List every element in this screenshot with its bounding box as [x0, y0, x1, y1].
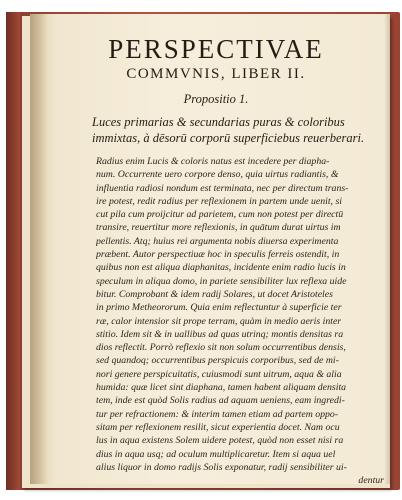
body-line: pellentis. Atq; huius rei argumenta nobis diuersa experimenta: [96, 235, 339, 247]
body-line: ire potest, redit radius per reflexionem in partem unde uenit, si: [96, 195, 342, 207]
body-line: speculum in aliqua domo, in pariete sensibiliter lux reflexa uide: [96, 275, 347, 287]
body-line: præbent. Autor perspectiuæ hoc in speculis ferreis ostendit, in: [96, 249, 340, 261]
enunciation-line: Luces primarias & secundarias puras & coloribus: [92, 115, 345, 129]
enunciation-line: immixtas, à dēsorū corporū superficiebus reuerberari.: [92, 131, 365, 145]
body-line: tur per refractionem: & interim tamen etiam ad partem oppo-: [96, 408, 339, 420]
proposition-enunciation: [92, 114, 382, 146]
proposition-heading: Propositio 1.: [183, 92, 249, 106]
body-line: quibus non est aliqua diaphanitas, incidente enim radio lucis in: [96, 262, 346, 274]
catchword: dentur: [358, 475, 384, 484]
body-line: humida: quæ licet sint diaphana, tamen habent aliquam densita: [96, 382, 347, 394]
body-line: alius liquor in domo radijs Solis exponatur, radij sensibiliter ui-: [96, 461, 347, 473]
body-line: bitur. Comprobant & idem radij Solares, ut docet Aristoteles: [96, 288, 333, 300]
page-gutter-shadow: [30, 14, 48, 484]
body-line: dios reflectit. Porrò reflexio sit non solum occurrentibus densis,: [96, 342, 346, 354]
book-cover-edge: [6, 12, 20, 490]
running-title: PERSPECTIVAE: [108, 34, 324, 64]
body-line: stitio. Idem sit & in uallibus ad quas utrinq; montis densitas ra: [96, 328, 344, 340]
body-line: lus in aqua existens Solem uidere potest, quòd non esset nisi ra: [96, 435, 344, 447]
body-line: sitam per reflexionem resilit, sicut experientia docet. Nam ocu: [96, 421, 340, 433]
body-line: Radius enim Lucis & coloris natus est incedere per diapha-: [96, 156, 330, 167]
body-line: ræ, calor intensior sit prope terram, quàm in medio aeris inter: [96, 315, 342, 327]
body-line: num. Occurrente uero corpore denso, quia uirtus radiantis, &: [96, 169, 339, 181]
book-page: [30, 14, 390, 484]
body-line: nori genere perspicuitatis, cuiusmodi sunt uitrum, aqua & alia: [96, 368, 342, 380]
body-text: [96, 155, 384, 484]
body-line: influentia radiosi nondum est terminata, nec per directum trans-: [96, 182, 349, 194]
body-line: cut pila cum proijcitur ad parietem, cum non potest per directū: [96, 209, 344, 221]
page-edge-shadow: [384, 14, 390, 484]
body-line: sed quandoq; occurrentibus perspicuis corporibus, sed de mi-: [96, 355, 339, 367]
body-line: in primo Metheororum. Quia enim reflectuntur à superficie ter: [96, 302, 342, 314]
body-line: dius in aqua usq; ad oculum multiplicaretur. Item si aqua uel: [96, 448, 336, 460]
running-subtitle: COMMVNIS, LIBER II.: [126, 66, 306, 82]
body-line: transire, reuertitur more reflexionis, in quātum durat uirtus im: [96, 222, 341, 234]
body-line: tem, inde est quòd Solis radius ad aquam ueniens, eam ingredi-: [96, 395, 345, 407]
